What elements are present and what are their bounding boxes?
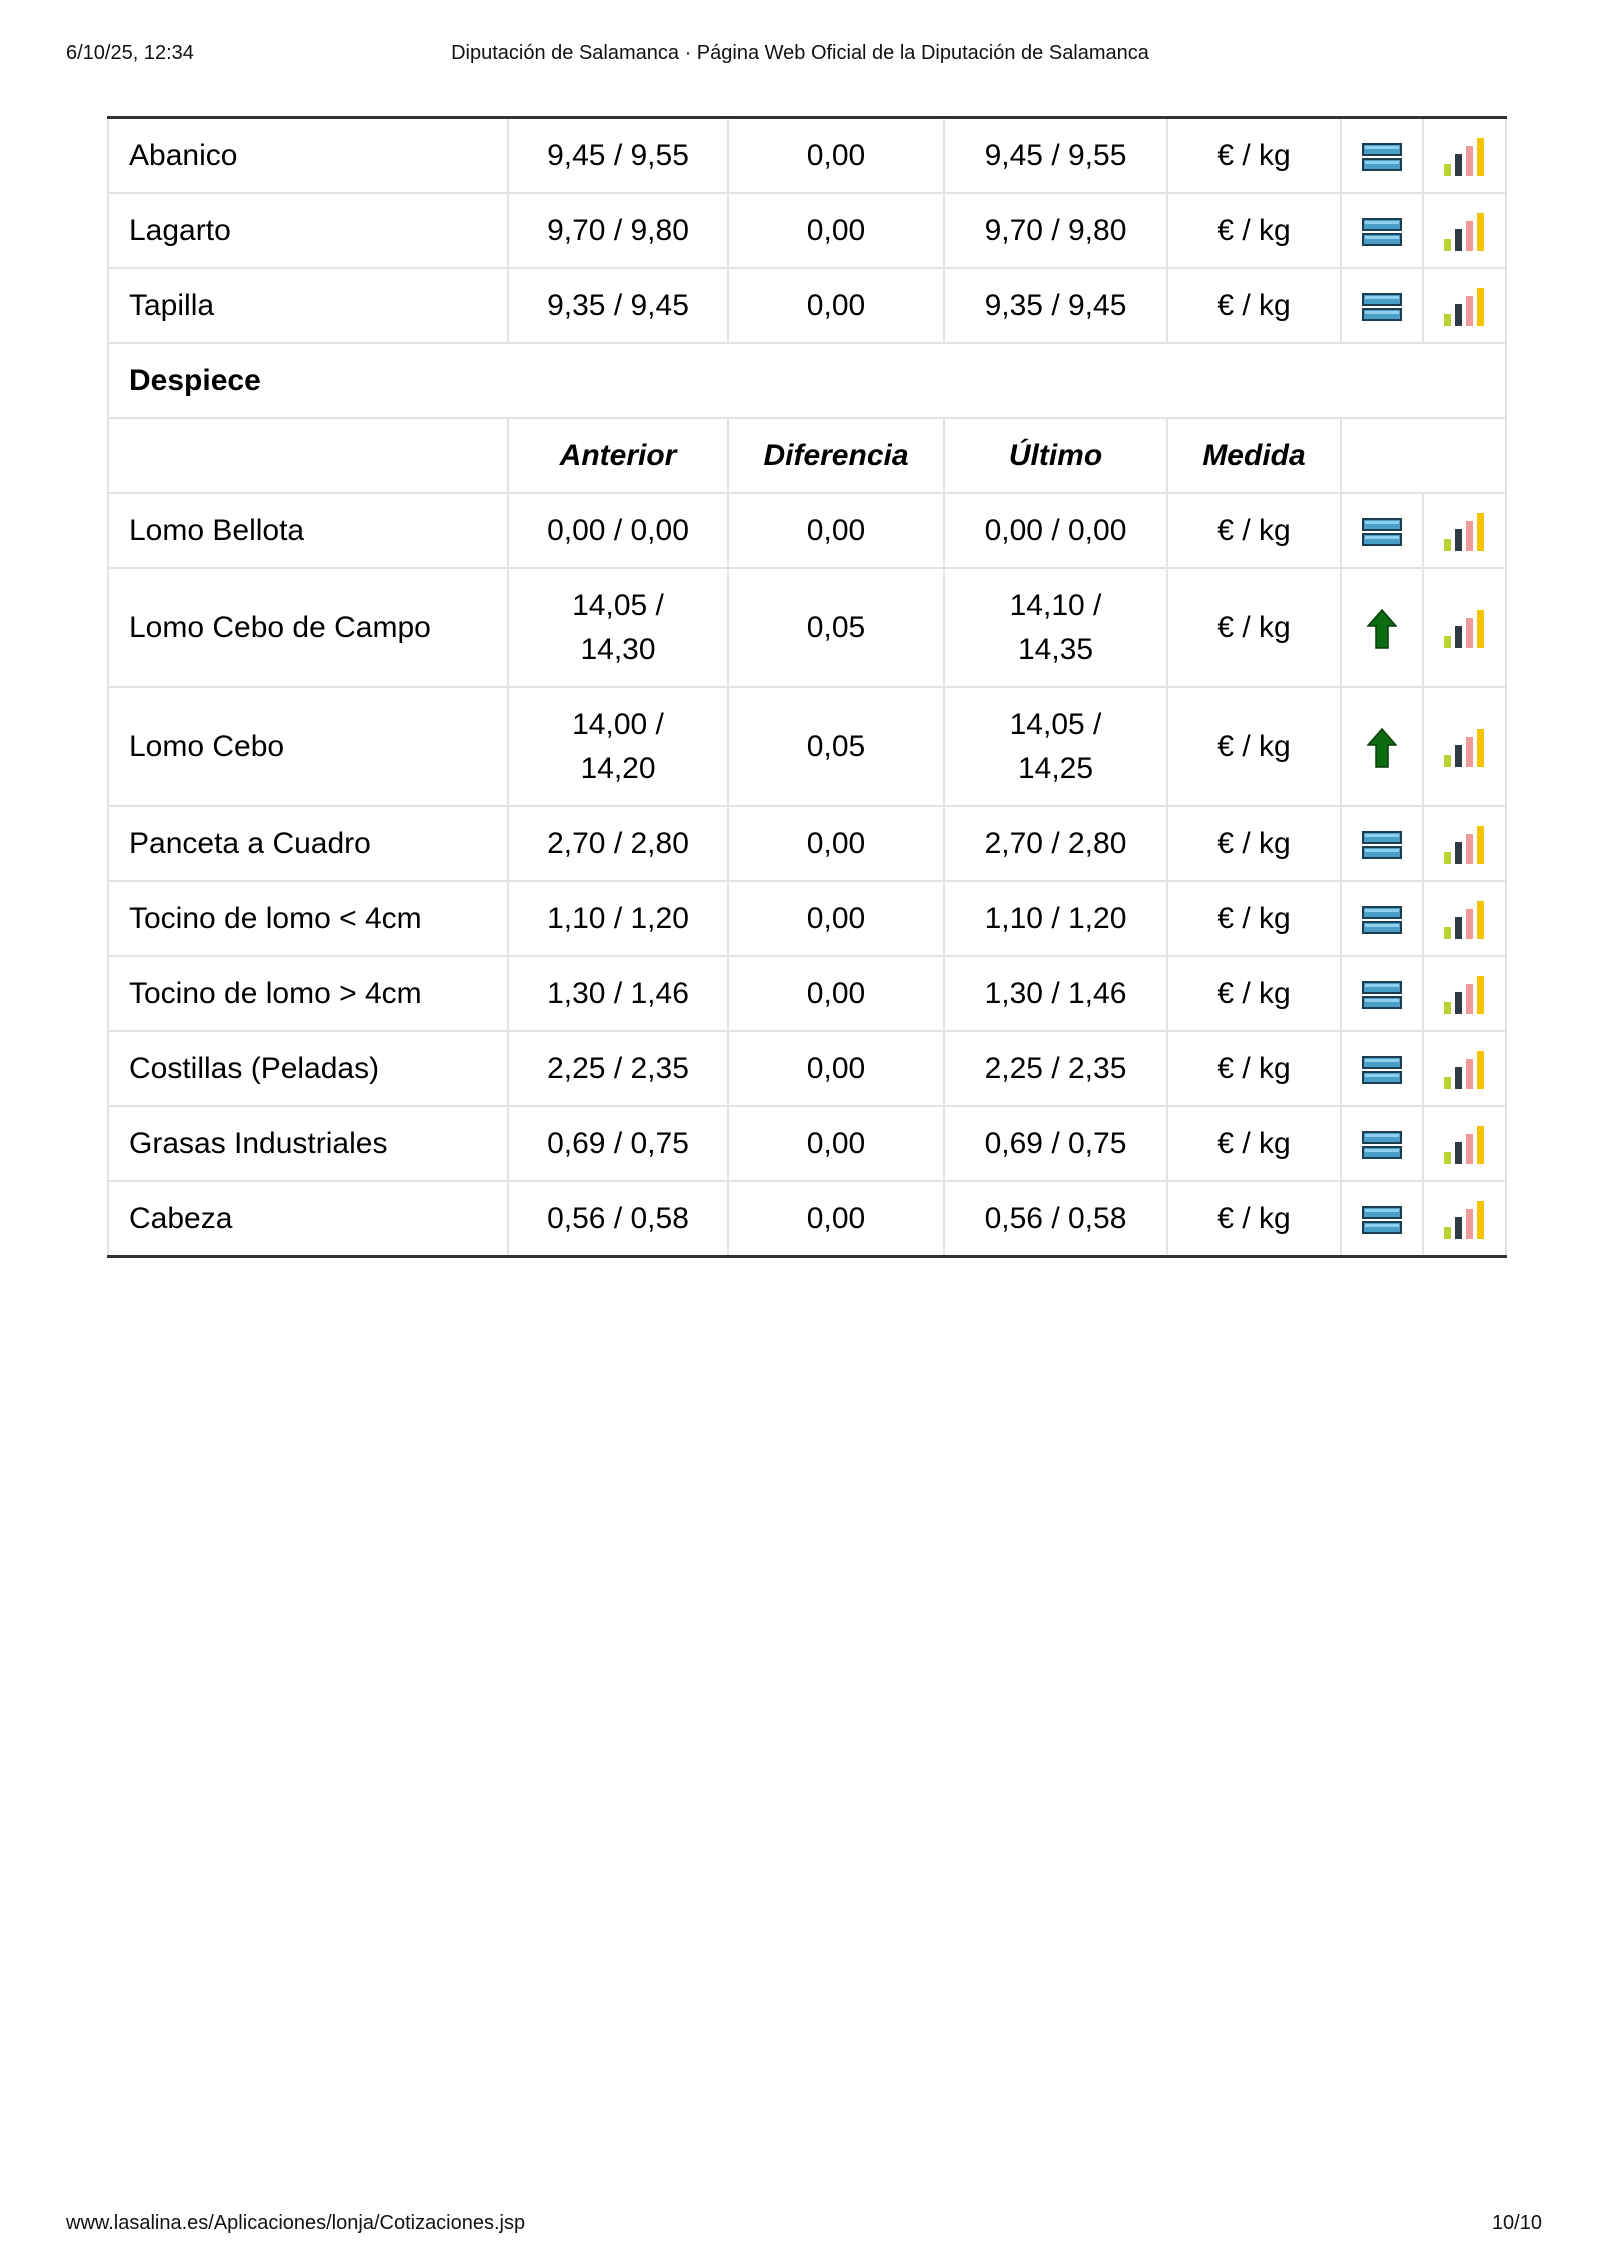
trend-cell: [1341, 1106, 1423, 1181]
product-name: Tapilla: [108, 268, 508, 343]
anterior-line-2: 14,20: [580, 751, 656, 785]
medida-value: € / kg: [1167, 118, 1341, 194]
ultimo-value: 0,00 / 0,00: [944, 493, 1167, 568]
trend-cell: [1341, 881, 1423, 956]
ultimo-value: 9,35 / 9,45: [944, 268, 1167, 343]
chart-cell[interactable]: [1423, 268, 1506, 343]
equal-icon: [1362, 1055, 1402, 1085]
product-name: Costillas (Peladas): [108, 1031, 508, 1106]
product-name: Grasas Industriales: [108, 1106, 508, 1181]
ultimo-value: 9,70 / 9,80: [944, 193, 1167, 268]
chart-cell[interactable]: [1423, 493, 1506, 568]
product-name: Lomo Bellota: [108, 493, 508, 568]
chart-cell[interactable]: [1423, 118, 1506, 194]
diferencia-value: 0,00: [728, 881, 944, 956]
diferencia-value: 0,00: [728, 268, 944, 343]
table-row: [108, 268, 1506, 343]
medida-value: € / kg: [1167, 1031, 1341, 1106]
product-name: Lomo Cebo de Campo: [108, 568, 508, 687]
trend-cell: [1341, 687, 1423, 806]
bar-chart-icon[interactable]: [1443, 212, 1487, 252]
trend-cell: [1341, 268, 1423, 343]
ultimo-value: 2,25 / 2,35: [944, 1031, 1167, 1106]
ultimo-line-1: 14,05 /: [1009, 707, 1102, 741]
equal-icon: [1362, 292, 1402, 322]
ultimo-value: 0,56 / 0,58: [944, 1181, 1167, 1257]
chart-cell[interactable]: [1423, 956, 1506, 1031]
anterior-value: 2,25 / 2,35: [508, 1031, 728, 1106]
table-row: [108, 493, 1506, 568]
product-name: Tocino de lomo < 4cm: [108, 881, 508, 956]
anterior-value: 0,00 / 0,00: [508, 493, 728, 568]
bar-chart-icon[interactable]: [1443, 728, 1487, 768]
chart-cell[interactable]: [1423, 687, 1506, 806]
anterior-line-1: 14,00 /: [572, 707, 664, 741]
chart-cell[interactable]: [1423, 1181, 1506, 1257]
chart-cell[interactable]: [1423, 1106, 1506, 1181]
column-header-diferencia: Diferencia: [728, 418, 944, 493]
column-header-empty: [108, 418, 508, 493]
equal-icon: [1362, 905, 1402, 935]
table-row: [108, 193, 1506, 268]
anterior-value: 9,45 / 9,55: [508, 118, 728, 194]
column-header-empty: [1341, 418, 1506, 493]
footer-url[interactable]: www.lasalina.es/Aplicaciones/lonja/Cotizaciones.jsp: [66, 2212, 526, 2234]
column-header-ultimo: Último: [944, 418, 1167, 493]
chart-cell[interactable]: [1423, 806, 1506, 881]
column-header-medida: Medida: [1167, 418, 1341, 493]
equal-icon: [1362, 830, 1402, 860]
table-row: [108, 956, 1506, 1031]
anterior-line-1: 14,05 /: [572, 588, 664, 622]
trend-cell: [1341, 568, 1423, 687]
chart-cell[interactable]: [1423, 1031, 1506, 1106]
print-datetime: 6/10/25, 12:34: [66, 42, 194, 64]
medida-value: € / kg: [1167, 687, 1341, 806]
trend-cell: [1341, 1031, 1423, 1106]
bar-chart-icon[interactable]: [1443, 137, 1487, 177]
column-header-row: [108, 418, 1506, 493]
product-name: Tocino de lomo > 4cm: [108, 956, 508, 1031]
medida-value: € / kg: [1167, 956, 1341, 1031]
ultimo-line-1: 14,10 /: [1009, 588, 1102, 622]
anterior-value: 1,30 / 1,46: [508, 956, 728, 1031]
section-title: Despiece: [108, 343, 1506, 418]
diferencia-value: 0,00: [728, 956, 944, 1031]
bar-chart-icon[interactable]: [1443, 287, 1487, 327]
arrow-up-icon: [1367, 609, 1397, 649]
equal-icon: [1362, 217, 1402, 247]
trend-cell: [1341, 806, 1423, 881]
trend-cell: [1341, 193, 1423, 268]
table-row: [108, 1181, 1506, 1257]
diferencia-value: 0,00: [728, 1181, 944, 1257]
bar-chart-icon[interactable]: [1443, 512, 1487, 552]
table-row: [108, 881, 1506, 956]
diferencia-value: 0,00: [728, 193, 944, 268]
table-row: [108, 1106, 1506, 1181]
diferencia-value: 0,00: [728, 806, 944, 881]
section-row: [108, 343, 1506, 418]
diferencia-value: 0,00: [728, 1031, 944, 1106]
product-name: Panceta a Cuadro: [108, 806, 508, 881]
page-number: 10/10: [1491, 2212, 1542, 2234]
anterior-value: 9,35 / 9,45: [508, 268, 728, 343]
anterior-value: 1,10 / 1,20: [508, 881, 728, 956]
product-name: Cabeza: [108, 1181, 508, 1257]
bar-chart-icon[interactable]: [1443, 1050, 1487, 1090]
ultimo-value: [944, 568, 1167, 687]
ultimo-value: 9,45 / 9,55: [944, 118, 1167, 194]
bar-chart-icon[interactable]: [1443, 1200, 1487, 1240]
medida-value: € / kg: [1167, 568, 1341, 687]
equal-icon: [1362, 1130, 1402, 1160]
chart-cell[interactable]: [1423, 193, 1506, 268]
equal-icon: [1362, 1205, 1402, 1235]
diferencia-value: 0,00: [728, 493, 944, 568]
medida-value: € / kg: [1167, 193, 1341, 268]
anterior-value: 0,69 / 0,75: [508, 1106, 728, 1181]
anterior-value: [508, 687, 728, 806]
diferencia-value: 0,00: [728, 1106, 944, 1181]
ultimo-line-2: 14,25: [1017, 751, 1094, 785]
trend-cell: [1341, 118, 1423, 194]
product-name: Lomo Cebo: [108, 687, 508, 806]
bar-chart-icon[interactable]: [1443, 825, 1487, 865]
bar-chart-icon[interactable]: [1443, 900, 1487, 940]
trend-cell: [1341, 493, 1423, 568]
diferencia-value: 0,05: [728, 687, 944, 806]
bar-chart-icon[interactable]: [1443, 1125, 1487, 1165]
table-row: [108, 687, 1506, 806]
medida-value: € / kg: [1167, 881, 1341, 956]
medida-value: € / kg: [1167, 806, 1341, 881]
chart-cell[interactable]: [1423, 881, 1506, 956]
ultimo-value: 1,10 / 1,20: [944, 881, 1167, 956]
equal-icon: [1362, 142, 1402, 172]
anterior-value: [508, 568, 728, 687]
bar-chart-icon[interactable]: [1443, 975, 1487, 1015]
medida-value: € / kg: [1167, 1106, 1341, 1181]
arrow-up-icon: [1367, 728, 1397, 768]
ultimo-value: [944, 687, 1167, 806]
diferencia-value: 0,05: [728, 568, 944, 687]
equal-icon: [1362, 517, 1402, 547]
product-name: Abanico: [108, 118, 508, 194]
print-page-title: Diputación de Salamanca · Página Web Oficial de la Diputación de Salamanca: [451, 42, 1149, 64]
medida-value: € / kg: [1167, 268, 1341, 343]
table-row: [108, 118, 1506, 194]
ultimo-value: 2,70 / 2,80: [944, 806, 1167, 881]
anterior-line-2: 14,30: [580, 632, 656, 666]
medida-value: € / kg: [1167, 1181, 1341, 1257]
chart-cell[interactable]: [1423, 568, 1506, 687]
table-row: [108, 1031, 1506, 1106]
trend-cell: [1341, 956, 1423, 1031]
column-header-anterior: Anterior: [508, 418, 728, 493]
medida-value: € / kg: [1167, 493, 1341, 568]
bar-chart-icon[interactable]: [1443, 609, 1487, 649]
anterior-value: 9,70 / 9,80: [508, 193, 728, 268]
table-row: [108, 806, 1506, 881]
ultimo-value: 0,69 / 0,75: [944, 1106, 1167, 1181]
ultimo-value: 1,30 / 1,46: [944, 956, 1167, 1031]
anterior-value: 2,70 / 2,80: [508, 806, 728, 881]
equal-icon: [1362, 980, 1402, 1010]
product-name: Lagarto: [108, 193, 508, 268]
diferencia-value: 0,00: [728, 118, 944, 194]
anterior-value: 0,56 / 0,58: [508, 1181, 728, 1257]
ultimo-line-2: 14,35: [1017, 632, 1094, 666]
price-table: [107, 116, 1507, 1258]
table-row: [108, 568, 1506, 687]
trend-cell: [1341, 1181, 1423, 1257]
